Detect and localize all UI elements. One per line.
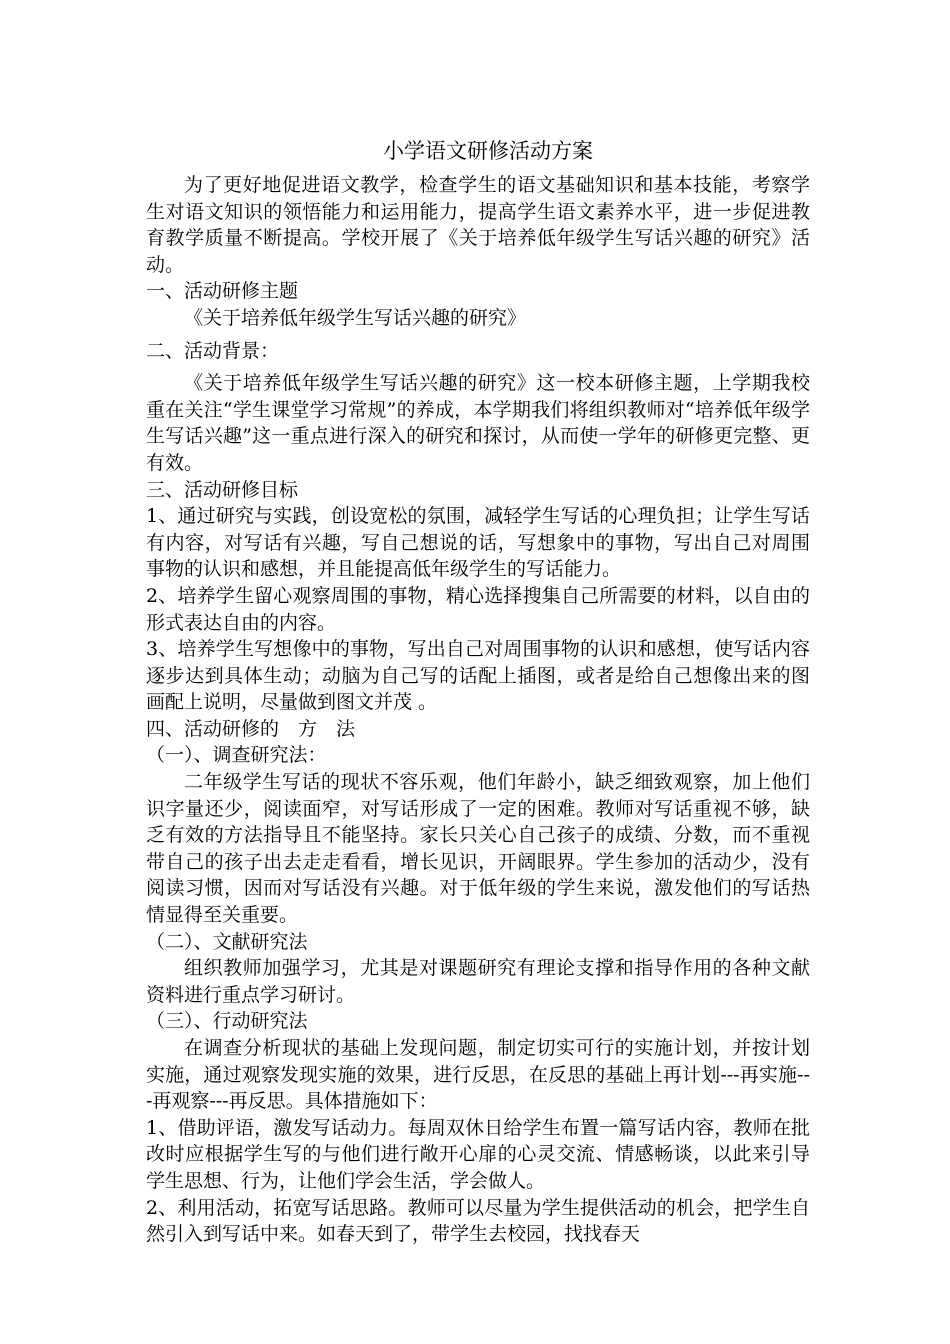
intro-paragraph: 为了更好地促进语文教学，检查学生的语文基础知识和基本技能，考察学生对语文知识的领悟能力和运用能力，提高学生语文素养水平，进一步促进教育教学质量不断提高。学校开展了《关于培养低年级学生写话兴趣的研究》活动。 [146,174,810,276]
document-title: 小学语文研修活动方案 [383,139,593,163]
goal-item-2: 2、培养学生留心观察周围的事物，精心选择搜集自己所需要的材料，以自由的形式表达自由的内容。 [146,584,810,634]
method-1-heading: （一）、调查研究法： [146,744,327,767]
goal-item-1: 1、通过研究与实践，创设宽松的氛围，减轻学生写话的心理负担；让学生写话有内容，对写话有兴趣，写自己想说的话，写想象中的事物，写出自己对周围事物的认识和感想，并且能提高低年级学生的写话能力。 [146,505,810,581]
method-2-body: 组织教师加强学习，尤其是对课题研究有理论支撑和指导作用的各种文献资料进行重点学习研讨。 [146,957,810,1006]
method-1-body: 二年级学生写话的现状不容乐观，他们年龄小，缺乏细致观察，加上他们识字量还少，阅读面窄，对写话形成了一定的困难。教师对写话重视不够，缺乏有效的方法指导且不能坚持。家长只关心自己孩子的成绩、分数，而不重视带自己的孩子出去走走看看，增长见识，开阔眼界。学生参加的活动少，没有阅读习惯，因而对写话没有兴趣。对于低年级的学生来说，激发他们的写话热情显得至关重要。 [146,771,810,927]
section-1-body: 《关于培养低年级学生写话兴趣的研究》 [184,306,527,329]
section-2-body: 《关于培养低年级学生写话兴趣的研究》这一校本研修主题，上学期我校重在关注“学生课堂学习常规”的养成，本学期我们将组织教师对“培养低年级学生写话兴趣”这一重点进行深入的研究和探讨，从而使一学年的研修更完整、更有效。 [146,372,810,474]
method-2-heading: （二）、文献研究法 [146,930,308,953]
section-1-heading: 一、活动研修主题 [146,280,299,303]
section-3-heading: 三、活动研修目标 [146,478,299,501]
measure-item-1: 1、借助评语，激发写话动力。每周双休日给学生布置一篇写话内容，教师在批改时应根据学生写的与他们进行敞开心扉的心灵交流、情感畅谈，以此来引导学生思想、行为，让他们学会生活，学会做人。 [146,1116,810,1192]
method-3-heading: （三）、行动研究法 [146,1010,308,1033]
section-2-heading: 二、活动背景： [146,339,280,362]
document-page [146,136,810,1248]
method-3-body: 在调查分析现状的基础上发现问题，制定切实可行的实施计划，并按计划实施，通过观察发现实施的效果，进行反思，在反思的基础上再计划---再实施---再观察---再反思。具体措施如下： [146,1037,810,1113]
goal-item-3: 3、培养学生写想像中的事物，写出自己对周围事物的认识和感想，使写话内容逐步达到具体生动；动脑为自己写的话配上插图，或者是给自己想像出来的图画配上说明，尽量做到图文并茂 。 [146,638,810,714]
section-4-heading: 四、活动研修的 方 法 [146,717,356,740]
measure-item-2: 2、利用活动，拓宽写话思路。教师可以尽量为学生提供活动的机会，把学生自然引入到写话中来。如春天到了，带学生去校园，找找春天 [146,1196,810,1246]
